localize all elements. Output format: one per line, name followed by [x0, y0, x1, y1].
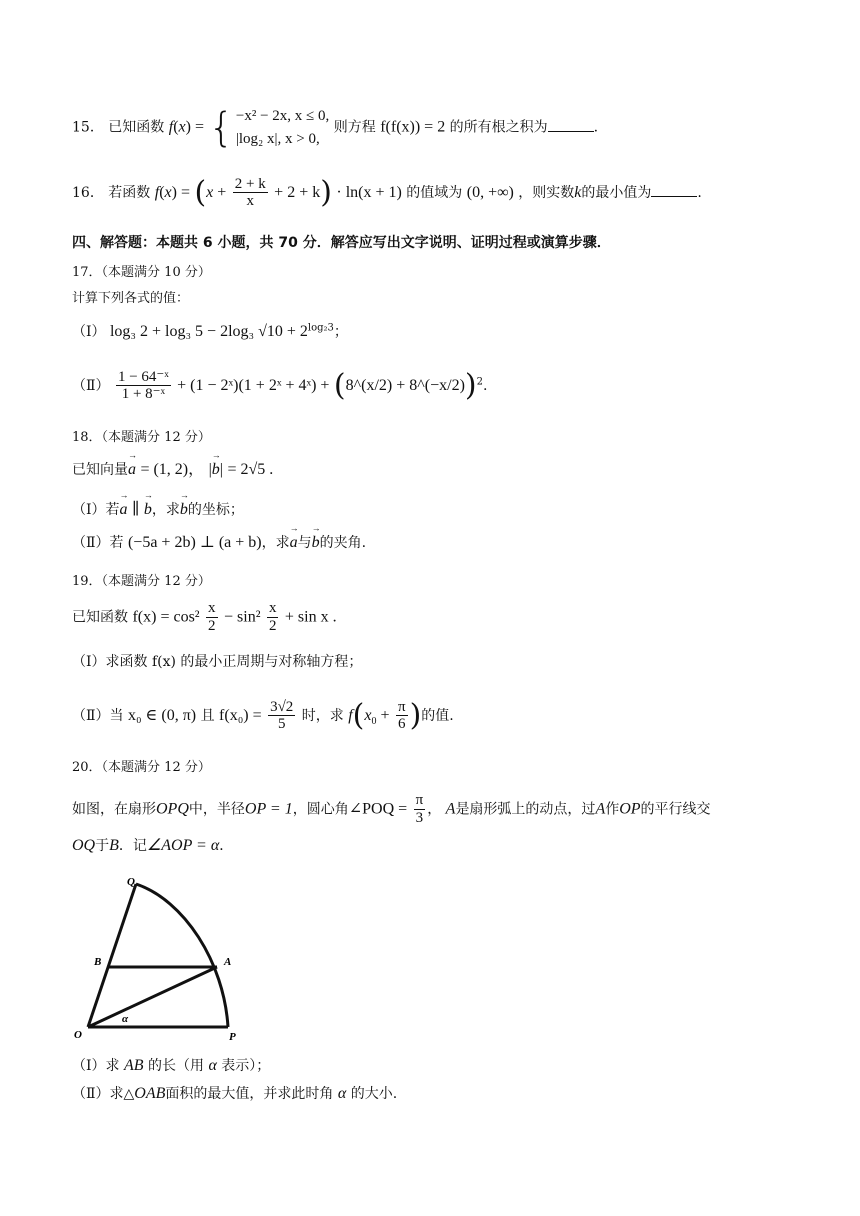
q16-range: (0, +∞)	[466, 184, 514, 201]
q20-part1: （Ⅰ）求 AB 的长（用 α 表示）；	[72, 1057, 271, 1074]
q19-part2: （Ⅱ）当 x₀ ∈ (0, π) 且 f(x₀) = $\frac{3√2}{5}$ 时，求 $f(x_0$ + $\frac{\pi}{6}$ )的值.	[72, 698, 454, 733]
arc-QP	[136, 884, 228, 1027]
sector-diagram	[74, 872, 244, 1044]
question-15: 15． 已知函数 f(x) = { −x² − 2x, x ≤ 0, |log₂ x|, x > 0, 则方程 f(f(x)) = 2 的所有根之积为 .	[72, 104, 599, 151]
q16-number: 16．	[72, 185, 104, 201]
label-O: O	[74, 1029, 82, 1041]
q20-part2: （Ⅱ）求△OAB面积的最大值，并求此时角 α 的大小.	[72, 1085, 398, 1102]
label-P: P	[229, 1031, 236, 1043]
q15-number: 15．	[72, 119, 104, 136]
q18-part2: （Ⅱ）若 (−5a + 2b) ⊥ (a + b)，求→ a与→ b的夹角.	[72, 533, 366, 552]
section-heading: 四、解答题：本题共 6 小题，共 70 分．解答应写出文字说明、证明过程或演算步骤．	[72, 235, 611, 251]
q16-lead: 若函数	[108, 185, 151, 201]
q17-part2: （Ⅱ） $\frac{\text{1 − 64⁻ˣ}}{\text{1 + 8⁻ˣ}}$ + (1 − 2ˣ)(1 + 2ˣ + 4ˣ) + (8^(x/2) + 8^(−x/2))$^2$.	[72, 368, 488, 403]
q19-part1: （Ⅰ）求函数 f(x) 的最小正周期与对称轴方程；	[72, 654, 363, 670]
q18-heading: 18．（本题满分 12 分）	[72, 430, 211, 445]
q20-heading: 20．（本题满分 12 分）	[72, 760, 211, 775]
q19-heading: 19．（本题满分 12 分）	[72, 574, 211, 589]
q17-intro: 计算下列各式的值：	[72, 291, 190, 306]
label-Q: Q	[127, 876, 135, 888]
q15-answer-blank	[548, 119, 594, 132]
q15-case2: |log₂ x|, x > 0,	[235, 130, 320, 147]
q15-piecewise: { −x² − 2x, x ≤ 0, |log₂ x|, x > 0,	[208, 104, 330, 151]
question-16: 16． 若函数 f(x) = (x + $\frac{2 + k}{x}$ + 2 + k) · ln(x + 1) 的值域为 (0, +∞) ，则实数k的最小值为 .	[72, 175, 702, 210]
q19-intro: 已知函数 f(x) = cos² $\frac{x}{2}$ − sin² $\frac{x}{2}$ + sin x .	[72, 600, 337, 634]
q18-intro: 已知向量→ a = (1, 2)， |→ b| = 2√5 .	[72, 460, 273, 479]
q16-fraction: $\frac{2 + k}{x}$	[234, 175, 266, 210]
q15-mid: 则方程	[333, 119, 376, 136]
q16-answer-blank	[651, 184, 697, 197]
segment-OA	[88, 967, 217, 1027]
q15-lead: 已知函数	[108, 119, 165, 136]
label-A: A	[224, 956, 232, 968]
q17-part1: （Ⅰ） log₃ 2 + log₃ 5 − 2log₃ $√10 + 2^{log_23}$；	[72, 322, 348, 340]
q20-line1: 如图，在扇形OPQ中，半径OP = 1，圆心角∠POQ = $\frac{\pi}{3}$ ， A是扇形弧上的动点，过A作OP的平行线交	[72, 792, 711, 826]
label-alpha: α	[122, 1013, 129, 1025]
q17-heading: 17．（本题满分 10 分）	[72, 265, 211, 280]
q15-case1: −x² − 2x, x ≤ 0,	[235, 108, 330, 124]
q15-equation: f(f(x)) = 2	[380, 118, 446, 136]
q20-line2: OQ于B．记∠AOP = α．	[72, 837, 234, 854]
q15-tail: 的所有根之积为	[449, 119, 548, 136]
q18-part1: （Ⅰ）若→ a ∥ → b，求→ b的坐标；	[72, 500, 244, 519]
label-B: B	[94, 956, 102, 968]
